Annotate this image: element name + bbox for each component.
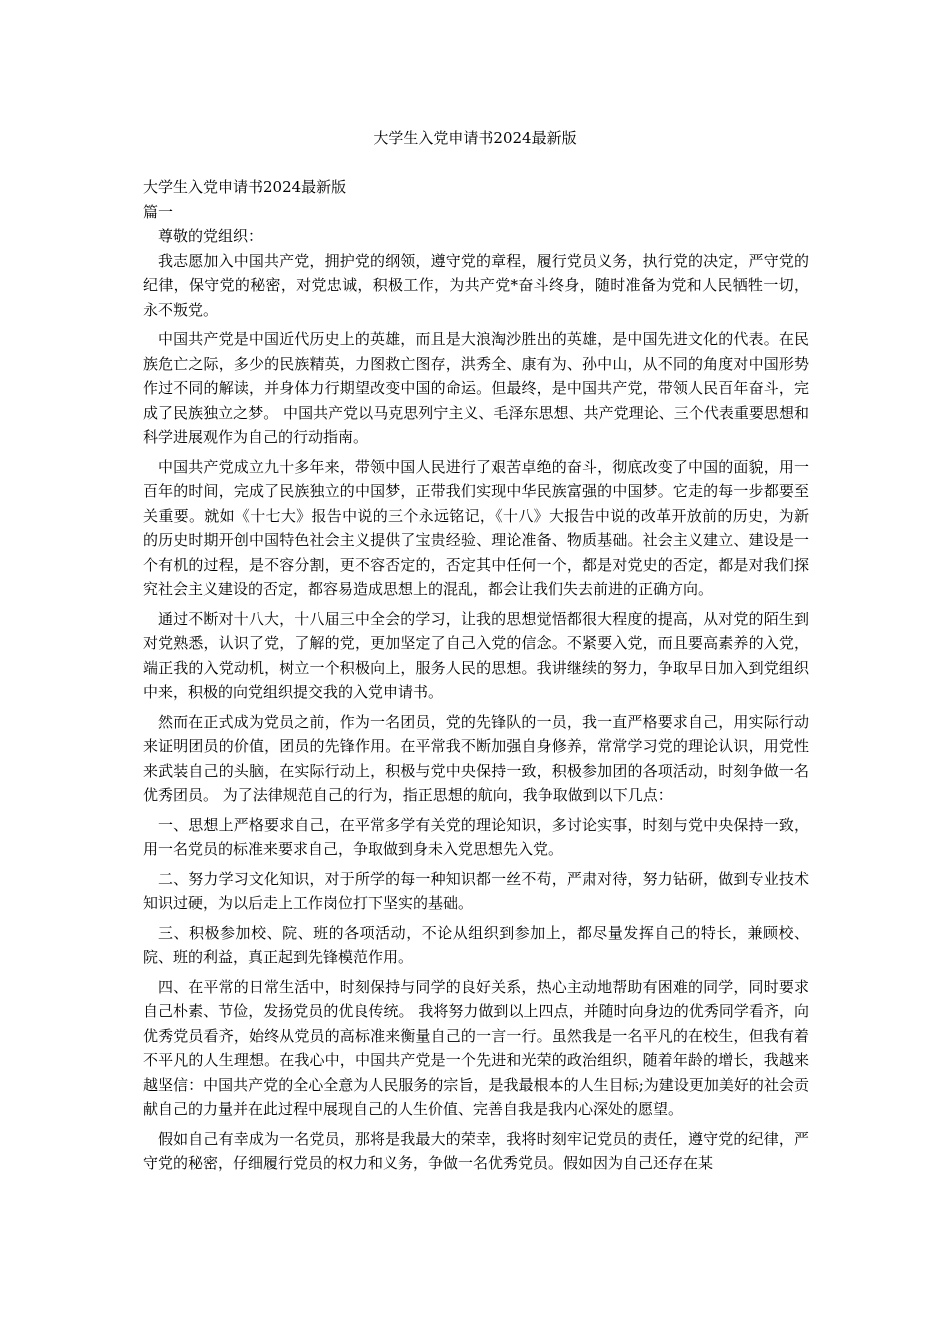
paragraph-2: 中国共产党是中国近代历史上的英雄，而且是大浪淘沙胜出的英雄，是中国先进文化的代表。在民族危亡之际，多少的民族精英，力图救亡图存，洪秀全、康有为、孙中山，从不同的角度对中国形势作过不同的解读，并身体力行期望改变中国的命运。但最终，是中国共产党，带领人民百年奋斗，完成了民族独立之梦。 中国共产党以马克思列宁主义、毛泽东思想、共产党理论、三个代表重要思想和科学进展观作为自己的行动指南。 bbox=[143, 330, 809, 446]
paragraph-9: 四、在平常的日常生活中，时刻保持与同学的良好关系，热心主动地帮助有困难的同学，同时要求自己朴素、节俭，发扬党员的优良传统。 我将努力做到以上四点，并随时向身边的优秀同学看齐，向优秀党员看齐，始终从党员的高标准来衡量自己的一言一行。虽然我是一名平凡的在校生，但我有着不平凡的人生理想。在我心中，中国共产党是一个先进和光荣的政治组织，随着年龄的增长，我越来越坚信：中国共产党的全心全意为人民服务的宗旨，是我最根本的人生目标;为建设更加美好的社会贡献自己的力量并在此过程中展现自己的人生价值、完善自我是我内心深处的愿望。 bbox=[143, 977, 809, 1118]
page-title: 大学生入党申请书2024最新版 bbox=[373, 129, 577, 147]
document-body bbox=[143, 175, 809, 1176]
paragraph-3: 中国共产党成立九十多年来，带领中国人民进行了艰苦卓绝的奋斗，彻底改变了中国的面貌，用一百年的时间，完成了民族独立的中国梦，正带我们实现中华民族富强的中国梦。它走的每一步都要至关重要。就如《十七大》报告中说的三个永远铭记，《十八》大报告中说的改革开放前的历史，为新的历史时期开创中国特色社会主义提供了宝贵经验、理论准备、物质基础。社会主义建立、建设是一个有机的过程，是不容分割，更不容否定的，否定其中任何一个，都是对党史的否定，都是对我们探究社会主义建设的否定，都容易造成思想上的混乱，都会让我们失去前进的正确方向。 bbox=[143, 457, 809, 598]
paragraph-8: 三、积极参加校、院、班的各项活动，不论从组织到参加上，都尽量发挥自己的特长，兼顾校、院、班的利益，真正起到先锋模范作用。 bbox=[143, 923, 809, 966]
section-label: 篇一 bbox=[143, 202, 174, 221]
document-heading: 大学生入党申请书2024最新版 bbox=[143, 178, 347, 196]
paragraph-1: 我志愿加入中国共产党，拥护党的纲领，遵守党的章程，履行党员义务，执行党的决定，严守党的纪律，保守党的秘密，对党忠诚，积极工作，为共产党*奋斗终身，随时准备为党和人民牺牲一切，永不叛党。 bbox=[143, 251, 809, 319]
paragraph-7: 二、努力学习文化知识，对于所学的每一种知识都一丝不苟，严肃对待，努力钻研，做到专业技术知识过硬，为以后走上工作岗位打下坚实的基础。 bbox=[143, 869, 809, 912]
paragraph-6: 一、思想上严格要求自己，在平常多学有关党的理论知识，多讨论实事，时刻与党中央保持一致，用一名党员的标准来要求自己，争取做到身未入党思想先入党。 bbox=[143, 815, 809, 858]
salutation: 尊敬的党组织： bbox=[158, 227, 264, 245]
paragraph-4: 通过不断对十八大，十八届三中全会的学习，让我的思想觉悟都很大程度的提高，从对党的陌生到对党熟悉，认识了党，了解的党，更加坚定了自己入党的信念。不紧要入党，而且要高素养的入党，端正我的入党动机，树立一个积极向上，服务人民的思想。我讲继续的努力，争取早日加入到党组织中来，积极的向党组织提交我的入党申请书。 bbox=[143, 609, 809, 701]
paragraph-5: 然而在正式成为党员之前，作为一名团员，党的先锋队的一员，我一直严格要求自己，用实际行动来证明团员的价值，团员的先锋作用。在平常我不断加强自身修养，常常学习党的理论认识，用党性来武装自己的头脑，在实际行动上，积极与党中央保持一致，积极参加团的各项活动，时刻争做一名优秀团员。 为了法律规范自己的行为，指正思想的航向，我争取做到以下几点： bbox=[143, 712, 809, 804]
paragraph-10: 假如自己有幸成为一名党员，那将是我最大的荣幸，我将时刻牢记党员的责任，遵守党的纪律，严守党的秘密，仔细履行党员的权力和义务，争做一名优秀党员。假如因为自己还存在某 bbox=[143, 1129, 809, 1172]
